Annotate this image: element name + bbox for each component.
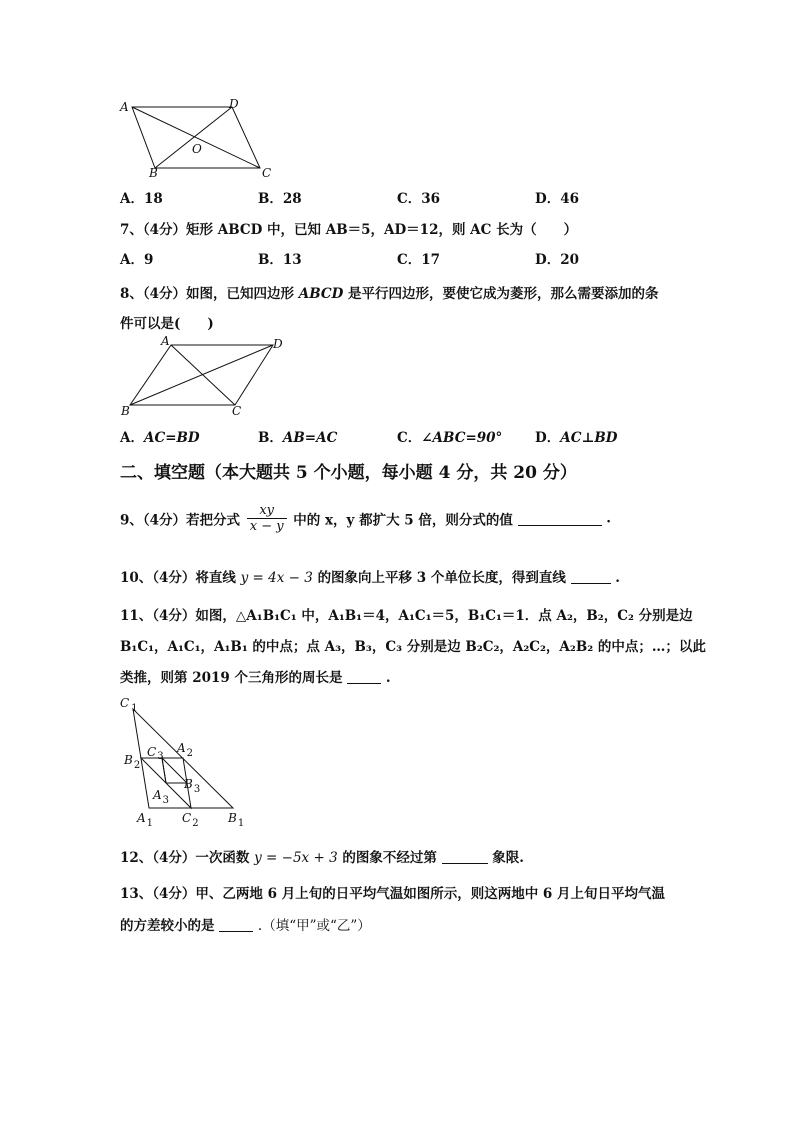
label-c1: C $_1$ <box>120 696 138 714</box>
q11-question-line1: 11、（4分）如图，△A₁B₁C₁ 中，A₁B₁＝4，A₁C₁＝5，B₁C₁＝1．点 A₂，B₂，C₂ 分别是边 <box>120 608 693 624</box>
q10-answer-blank[interactable] <box>571 569 611 584</box>
q12-answer-blank[interactable] <box>442 849 488 864</box>
q11-line3-pre: 类推，则第 2019 个三角形的周长是 <box>120 670 343 686</box>
q8-option-d <box>535 426 618 446</box>
q8-option-d-math: AC⊥BD <box>560 430 618 446</box>
q8-line1-var: ABCD <box>298 286 344 302</box>
label-b2: $B_2$ <box>124 753 141 771</box>
q11-answer-blank[interactable] <box>347 669 381 684</box>
q8-option-c <box>397 426 502 446</box>
label-a1: $A_1$ <box>137 811 154 829</box>
q6-option-d: D．46 <box>535 191 579 207</box>
q9-post: 中的 x，y 都扩大 5 倍，则分式的值 <box>293 512 513 529</box>
q8-option-a <box>120 426 200 446</box>
label-b1: $B_1$ <box>228 811 245 829</box>
q11-question-line3 <box>120 666 391 686</box>
diagonal-bd <box>155 107 232 168</box>
q13-line2-post: .（填“甲”或“乙”） <box>257 918 371 934</box>
q13-question-line1: 13、（4分）甲、乙两地 6 月上旬的日平均气温如图所示，则这两地中 6 月上旬日平均气温 <box>120 886 666 902</box>
q13-answer-blank[interactable] <box>219 917 253 932</box>
q10-question <box>120 566 620 586</box>
q9-fraction <box>247 503 287 534</box>
q8-option-c-prefix: C． <box>397 430 422 446</box>
q8-line1-pre: 8、（4分）如图，已知四边形 <box>120 286 295 302</box>
q8-option-b <box>258 426 337 446</box>
q12-post: 的图象不经过第 <box>342 850 437 866</box>
q11-question-line2: B₁C₁，A₁C₁，A₁B₁ 的中点；点 A₃，B₃，C₃ 分别是边 B₂C₂，A₂C₂，A₂B₂ 的中点；…；以此 <box>120 639 706 655</box>
q8-option-b-prefix: B． <box>258 430 283 446</box>
q11-line3-end: . <box>385 670 391 686</box>
q10-end: . <box>615 570 620 586</box>
label-b: B <box>149 166 158 180</box>
q9-fraction-denominator: x − y <box>249 519 284 534</box>
q12-end: 象限. <box>492 850 524 866</box>
label-d: D <box>273 337 283 351</box>
q10-pre: 10、（4分）将直线 <box>120 570 236 586</box>
q6-option-b: B．28 <box>258 191 302 207</box>
label-a2: $A_2$ <box>177 741 194 759</box>
q10-equation: y = 4x − 3 <box>240 570 313 586</box>
figure-parallelogram-abcd-o <box>115 95 285 180</box>
diagonal-bd <box>130 345 273 405</box>
label-a: A <box>161 334 170 348</box>
label-a3: $A_3$ <box>153 788 170 806</box>
q9-question <box>120 503 611 534</box>
q13-question-line2 <box>120 914 371 934</box>
q9-pre: 9、（4分）若把分式 <box>120 512 241 529</box>
q9-answer-blank[interactable] <box>518 511 602 526</box>
section-heading: 二、填空题（本大题共 5 个小题，每小题 4 分，共 20 分） <box>120 463 577 483</box>
q6-option-a: A．18 <box>120 191 163 207</box>
q9-end: . <box>606 510 611 527</box>
label-c: C <box>232 404 242 418</box>
label-b3: $B_3$ <box>184 777 201 795</box>
label-d: D <box>229 97 239 111</box>
q8-option-a-math: AC=BD <box>143 430 200 446</box>
q7-option-b: B．13 <box>258 252 302 268</box>
q12-pre: 12、（4分）一次函数 <box>120 850 250 866</box>
q8-question-line1 <box>120 282 659 302</box>
label-c2: $C_2$ <box>182 811 199 829</box>
figure-parallelogram-abcd <box>115 333 295 418</box>
label-o: O <box>192 142 202 156</box>
q8-option-b-math: AB=AC <box>282 430 338 446</box>
label-a: A <box>120 100 129 114</box>
q12-equation: y = −5x + 3 <box>254 850 338 866</box>
q8-line1-post: 是平行四边形，要使它成为菱形，那么需要添加的条 <box>348 286 659 302</box>
label-b: B <box>121 404 130 418</box>
q9-fraction-numerator: xy <box>247 503 287 519</box>
label-c3: $C_3$ <box>147 745 164 762</box>
q13-line2-pre: 的方差较小的是 <box>120 918 215 934</box>
q8-option-a-prefix: A． <box>120 430 144 446</box>
q7-option-c: C．17 <box>397 252 441 268</box>
label-c: C <box>262 166 272 180</box>
q7-option-d: D．20 <box>535 252 579 268</box>
q10-post: 的图象向上平移 3 个单位长度，得到直线 <box>317 570 566 586</box>
q12-question <box>120 846 524 866</box>
q8-option-c-math: ∠ABC=90° <box>421 430 503 446</box>
diagonal-ac <box>171 345 235 405</box>
figure-nested-triangles <box>115 690 255 830</box>
q6-option-c: C．36 <box>397 191 441 207</box>
q7-question: 7、（4分）矩形 ABCD 中，已知 AB＝5，AD＝12，则 AC 长为（ ） <box>120 222 578 238</box>
q8-question-line2: 件可以是( ) <box>120 316 214 332</box>
q7-option-a: A．9 <box>120 252 154 268</box>
q8-option-d-prefix: D． <box>535 430 561 446</box>
